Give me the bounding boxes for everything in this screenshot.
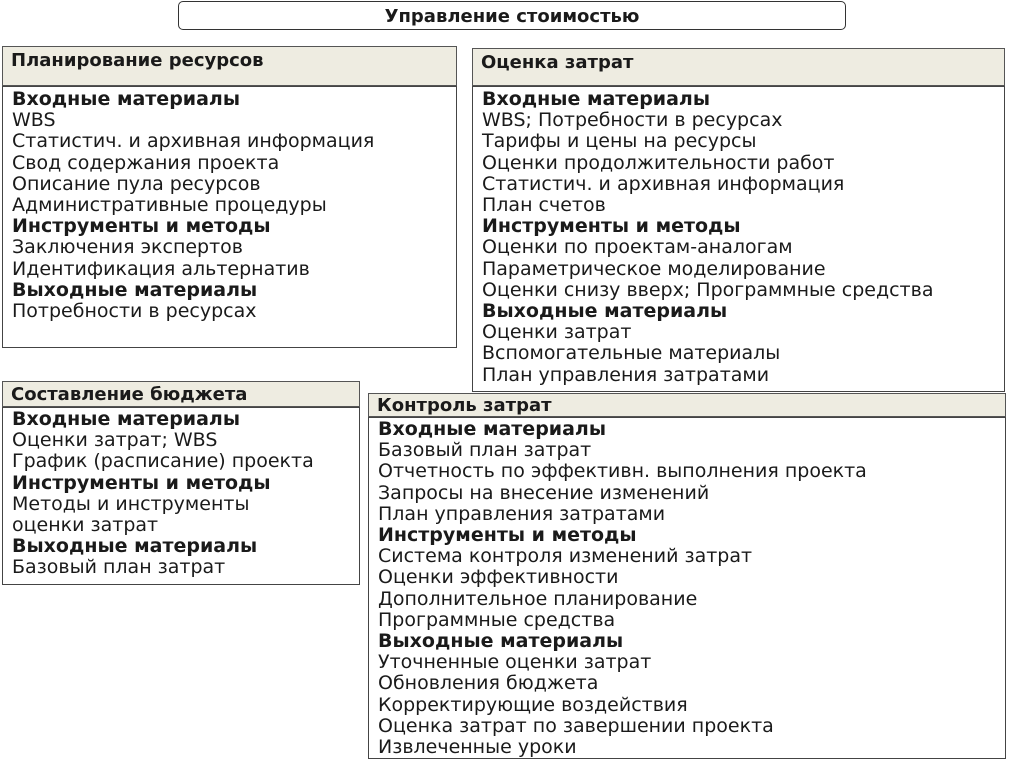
section-heading: Инструменты и методы	[482, 215, 741, 238]
list-item: Описание пула ресурсов	[12, 172, 261, 195]
list-item: Тарифы и цены на ресурсы	[482, 130, 757, 153]
list-item: WBS; Потребности в ресурсах	[482, 109, 783, 132]
section-heading: Выходные материалы	[12, 278, 258, 301]
list-item: Методы и инструменты	[12, 492, 250, 515]
cost-budgeting-box	[2, 407, 360, 585]
list-item: Базовый план затрат	[12, 556, 226, 579]
list-item: Оценки продолжительности работ	[482, 151, 835, 174]
list-item: Вспомогательные материалы	[482, 342, 781, 365]
list-item: Оценка затрат по завершении проекта	[378, 714, 774, 737]
list-item: Запросы на внесение изменений	[378, 481, 710, 504]
section-heading: Инструменты и методы	[12, 471, 271, 494]
list-item: План управления затратами	[482, 363, 770, 386]
list-item: Статистич. и архивная информация	[12, 130, 375, 153]
list-item: Корректирующие воздействия	[378, 693, 688, 716]
list-item: Оценки затрат	[482, 321, 632, 344]
list-item: Параметрическое моделирование	[482, 257, 826, 280]
resource-planning-box	[2, 86, 457, 348]
diagram-title: Управление стоимостью	[178, 1, 846, 30]
list-item: План управления затратами	[378, 502, 666, 525]
list-item: Система контроля изменений затрат	[378, 545, 753, 568]
cost-control-header: Контроль затрат	[368, 393, 1006, 417]
section-heading: Инструменты и методы	[378, 524, 637, 547]
list-item: Административные процедуры	[12, 194, 327, 217]
list-item: оценки затрат	[12, 514, 159, 537]
list-item: Оценки эффективности	[378, 566, 619, 589]
section-heading: Выходные материалы	[482, 300, 728, 323]
cost-control-box	[368, 417, 1006, 759]
list-item: План счетов	[482, 194, 606, 217]
section-heading: Выходные материалы	[12, 535, 258, 558]
cost-estimating-box	[472, 86, 1005, 392]
list-item: Программные средства	[378, 608, 616, 631]
list-item: Уточненные оценки затрат	[378, 651, 652, 674]
list-item: Отчетность по эффективн. выполнения проекта	[378, 460, 867, 483]
list-item: Базовый план затрат	[378, 439, 592, 462]
list-item: Оценки по проектам-аналогам	[482, 236, 793, 259]
list-item: Извлеченные уроки	[378, 736, 577, 759]
list-item: Оценки снизу вверх; Программные средства	[482, 278, 934, 301]
list-item: Дополнительное планирование	[378, 587, 698, 610]
resource-planning-header: Планирование ресурсов	[2, 46, 457, 86]
list-item: График (расписание) проекта	[12, 450, 314, 473]
cost-budgeting-header: Составление бюджета	[2, 381, 360, 407]
list-item: Обновления бюджета	[378, 672, 599, 695]
list-item: Статистич. и архивная информация	[482, 172, 845, 195]
section-heading: Входные материалы	[12, 88, 241, 110]
section-heading: Входные материалы	[378, 418, 607, 440]
list-item: WBS	[12, 109, 56, 132]
list-item: Оценки затрат; WBS	[12, 429, 218, 452]
section-heading: Входные материалы	[482, 88, 711, 110]
list-item: Заключения экспертов	[12, 236, 244, 259]
section-heading: Входные материалы	[12, 408, 241, 430]
section-heading: Выходные материалы	[378, 630, 624, 653]
list-item: Потребности в ресурсах	[12, 300, 257, 323]
list-item: Свод содержания проекта	[12, 151, 280, 174]
cost-estimating-header: Оценка затрат	[472, 48, 1005, 86]
section-heading: Инструменты и методы	[12, 215, 271, 238]
list-item: Идентификация альтернатив	[12, 257, 310, 280]
